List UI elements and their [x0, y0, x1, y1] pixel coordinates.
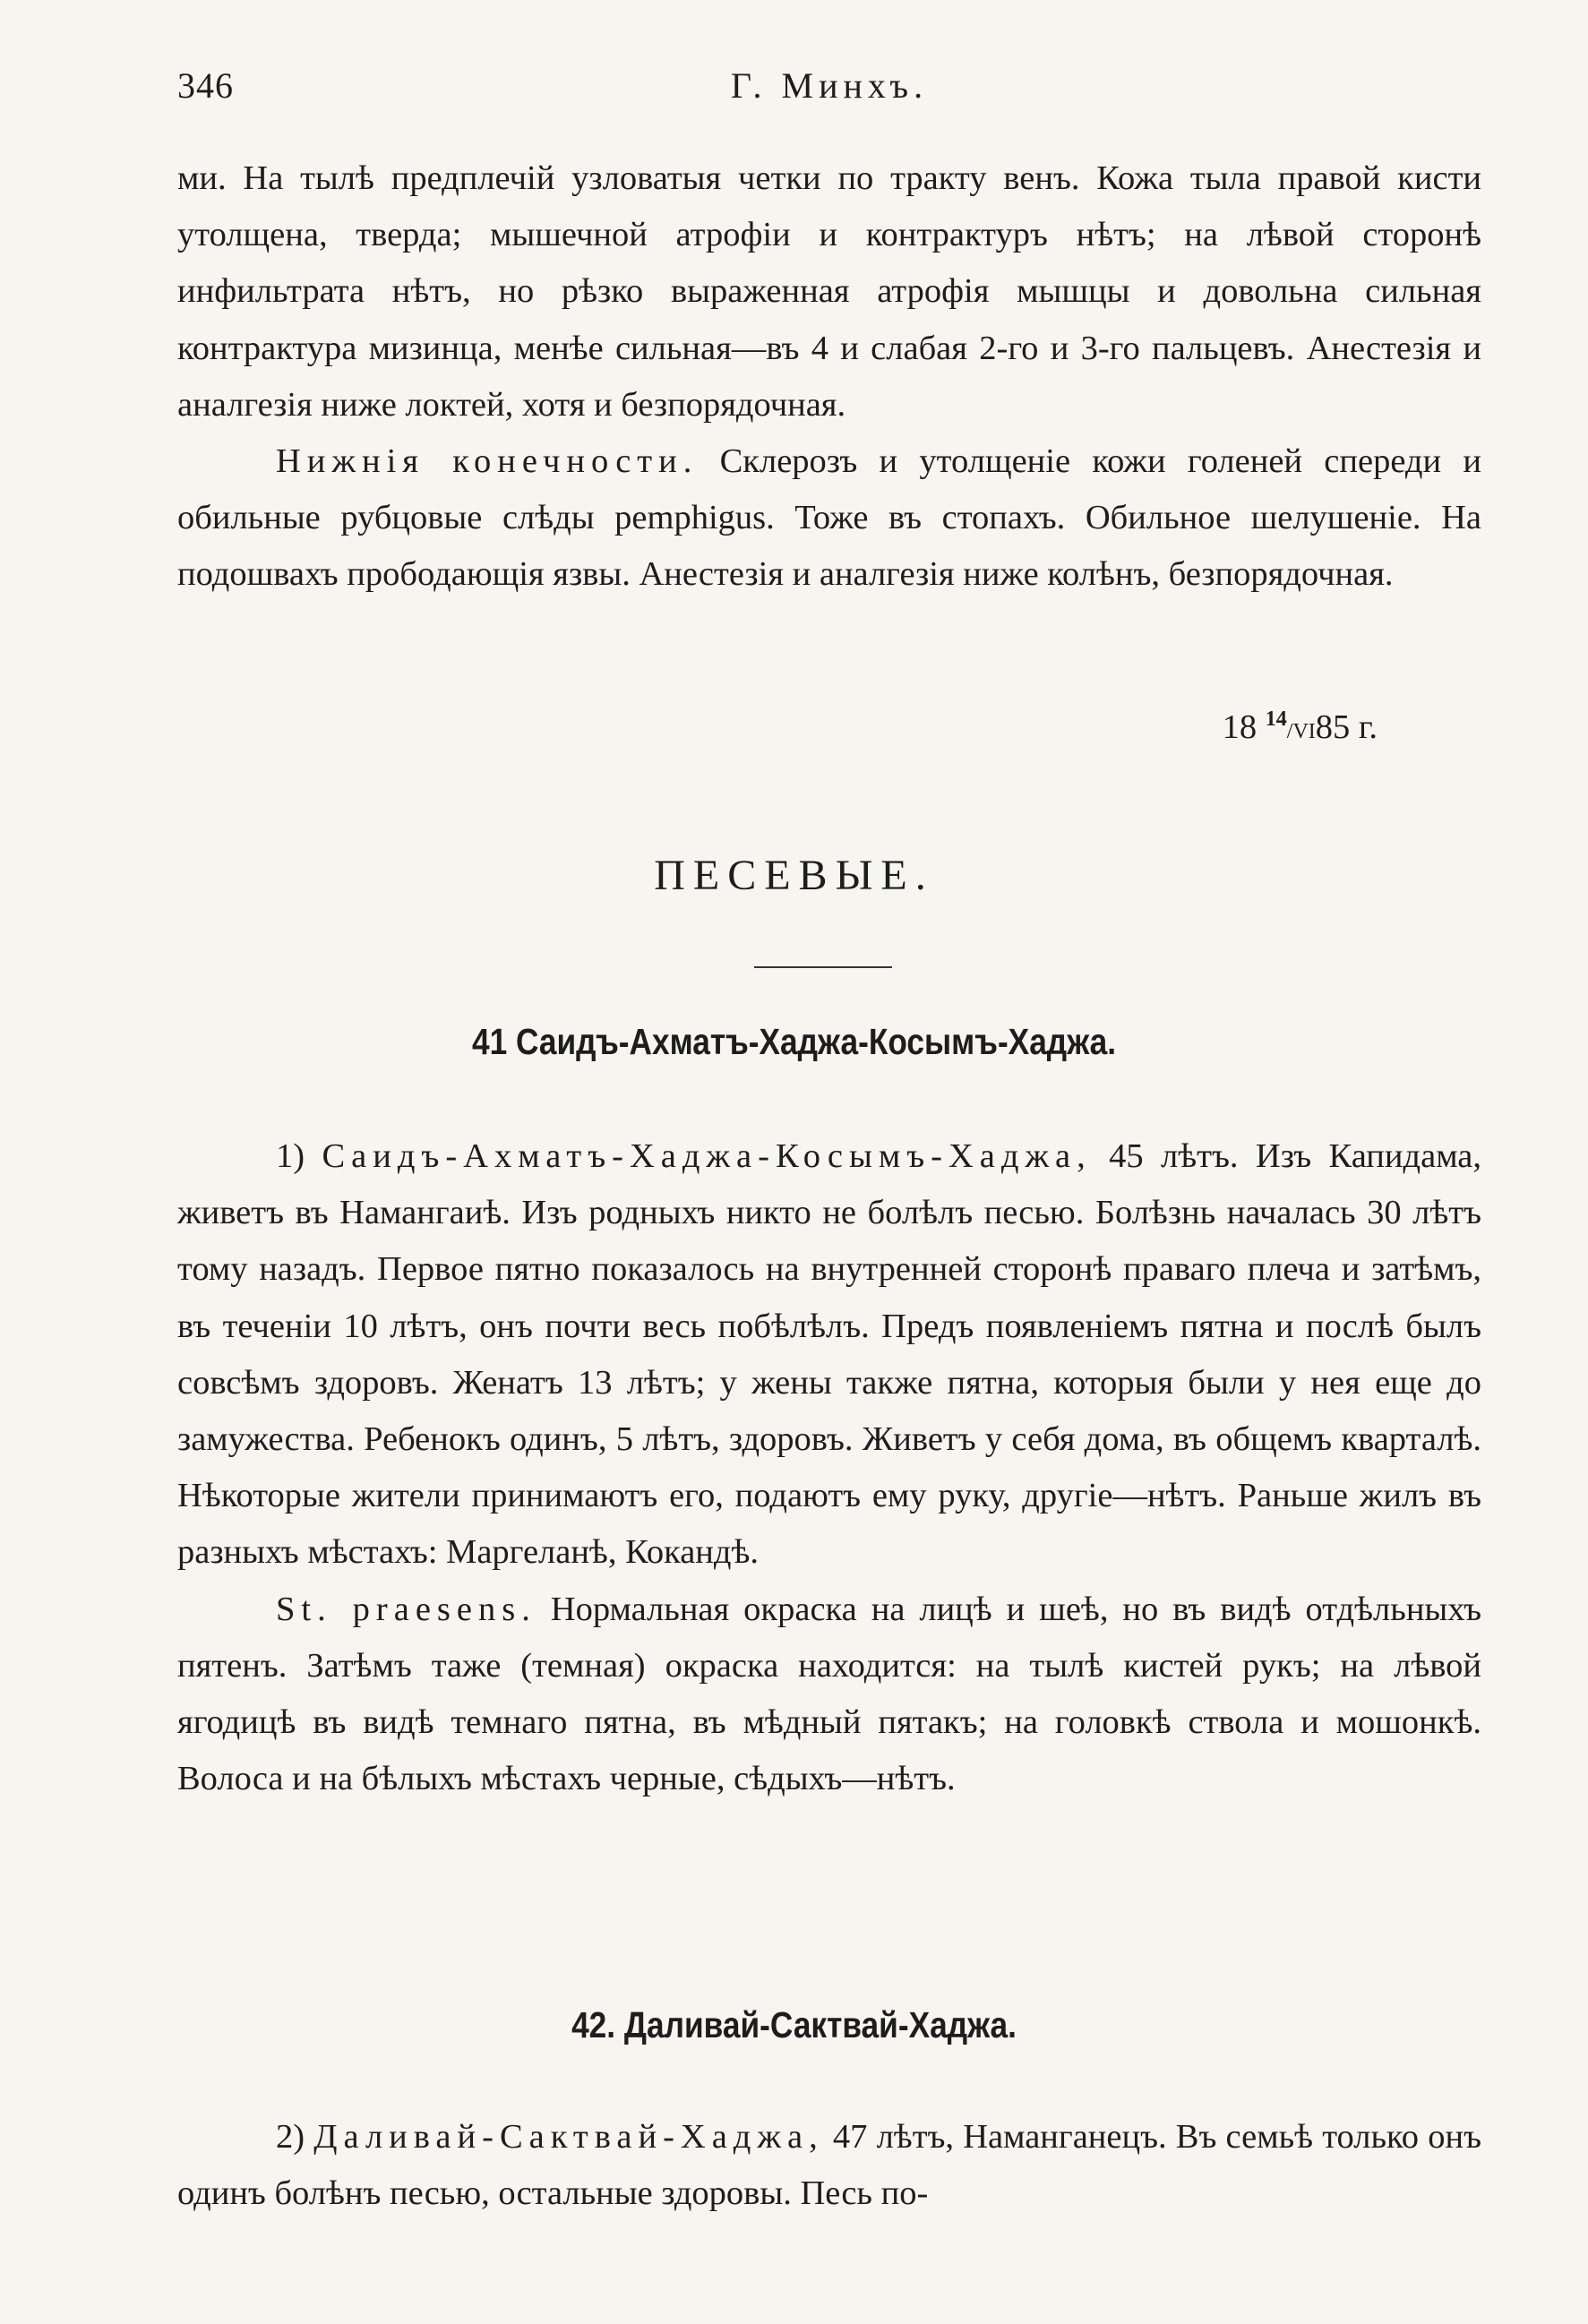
- paragraph-text: 47 лѣтъ, Наманганецъ. Въ семьѣ только онъ одинъ болѣнъ песью, остальные здоровы. Песь по-: [177, 2118, 1481, 2213]
- paragraph: [177, 1128, 1481, 1582]
- case-number: 2): [276, 2118, 314, 2156]
- date-month: /VI: [1286, 720, 1316, 743]
- date-year-prefix: 18: [1222, 708, 1258, 746]
- paragraph-text: 45 лѣтъ. Изъ Капидама, живетъ въ Намангаиѣ. Изъ родныхъ никто не болѣлъ песью. Болѣзнь началась 30 лѣтъ тому назадъ. Первое пятно показалось на внутренней сторонѣ праваго плеча и затѣмъ, въ теченіи 10 лѣтъ, онъ почти весь побѣлѣлъ. Предъ появленіемъ пятна и послѣ былъ совсѣмъ здоровъ. Женатъ 13 лѣтъ; у жены также пятна, которыя были у нея еще до замужества. Ребенокъ одинъ, 5 лѣтъ, здоровъ. Живетъ у себя дома, въ общемъ кварталѣ. Нѣкоторые жители принимаютъ его, подаютъ ему руку, другіе—нѣтъ. Раньше жилъ въ разныхъ мѣстахъ: Маргеланѣ, Кокандѣ.: [177, 1137, 1482, 1572]
- case-heading: 41 Саидъ-Ахматъ-Хаджа-Косымъ-Хаджа.: [471, 1021, 1117, 1062]
- spaced-name: Даливай-Сактвай-Хаджа,: [313, 2118, 824, 2156]
- section-title: ПЕСЕВЫЕ.: [654, 852, 934, 899]
- case-number: 1): [276, 1137, 322, 1175]
- paragraph: [177, 2109, 1481, 2222]
- date-year-suffix: 85 г.: [1315, 708, 1378, 746]
- running-head: Г. Минхъ.: [730, 65, 929, 106]
- paragraph-text: Склерозъ и утолщеніе кожи голеней спереди и обильные рубцовые слѣды pemphigus. Тоже въ стопахъ. Обильное шелушеніе. На подошвахъ прободающія язвы. Анестезія и аналгезія ниже колѣнъ, безпорядочная.: [177, 442, 1481, 594]
- paragraph: [177, 433, 1481, 604]
- case-date: [177, 707, 1378, 747]
- case-heading: 42. Даливай-Сактвай-Хаджа.: [571, 2004, 1017, 2045]
- case-41-text: [177, 1128, 1481, 1807]
- spaced-heading: Нижнія конечности.: [276, 442, 699, 481]
- page-number: 346: [177, 65, 234, 106]
- spaced-heading: St. praesens.: [276, 1590, 536, 1628]
- paragraph-text: Нормальная окраска на лицѣ и шеѣ, но въ видѣ отдѣльныхъ пятенъ. Затѣмъ таже (темная) окраска находится: на тылѣ кистей рукъ; на лѣвой ягодицѣ въ видѣ темнаго пятна, въ мѣдный пятакъ; на головкѣ ствола и мошонкѣ. Волоса и на бѣлыхъ мѣстахъ черные, сѣдыхъ—нѣтъ.: [177, 1590, 1481, 1798]
- page-header: [177, 64, 1481, 118]
- date-day: 14: [1265, 707, 1287, 731]
- paragraph: [177, 1582, 1481, 1808]
- paragraph: ми. На тылѣ предплечій узловатыя четки по тракту венъ. Кожа тыла правой кисти утолщена, тверда; мышечной атрофіи и контрактуръ нѣтъ; на лѣвой сторонѣ инфильтрата нѣтъ, но рѣзко выраженная атрофія мышцы и довольна сильная контрактура мизинца, менѣе сильная—въ 4 и слабая 2-го и 3-го пальцевъ. Анестезія и аналгезія ниже локтей, хотя и безпорядочная.: [177, 159, 1481, 424]
- case-42-text: [177, 2109, 1481, 2222]
- section-divider: [754, 966, 892, 968]
- spaced-name: Саидъ-Ахматъ-Хаджа-Косымъ-Хаджа,: [322, 1137, 1092, 1175]
- continued-case-text: [177, 150, 1481, 604]
